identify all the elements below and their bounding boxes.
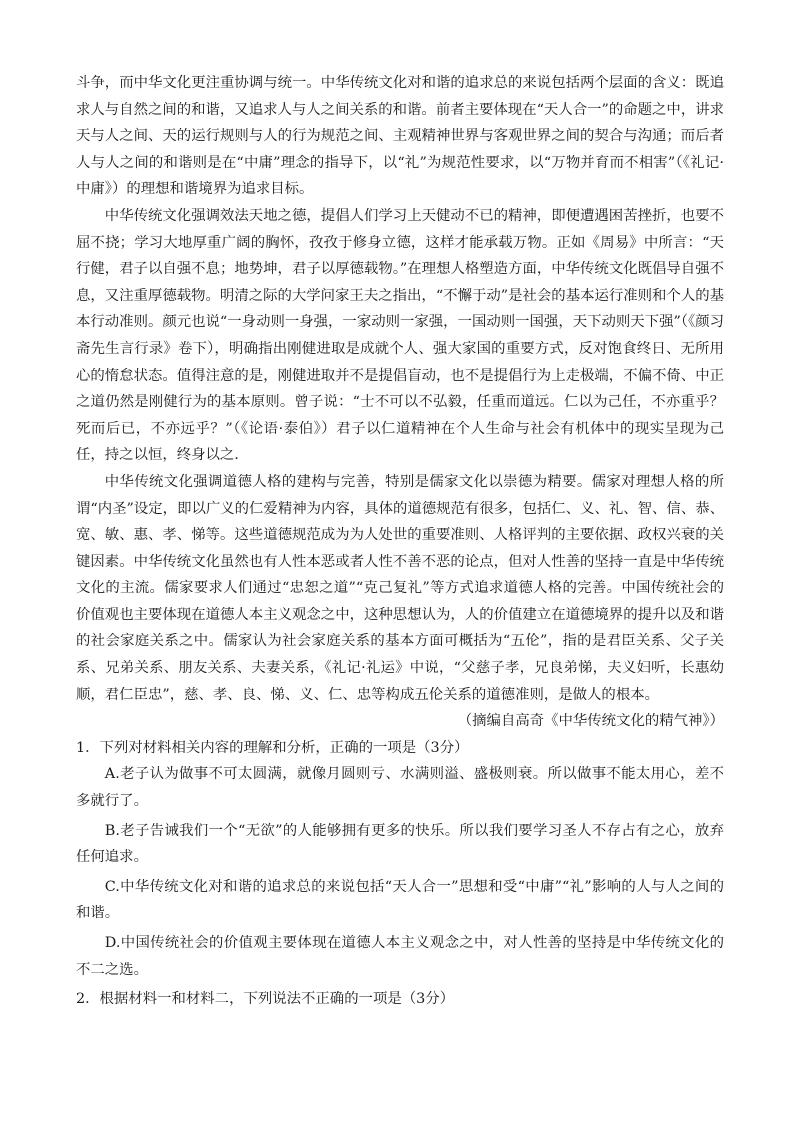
question-1-option-c: C.中华传统文化对和谐的追求总的来说包括“天人合一”思想和受“中庸”“礼”影响的人与人之间的和谐。 (76, 878, 724, 922)
passage-paragraph-1: 斗争，而中华文化更注重协调与统一。中华传统文化对和谐的追求总的来说包括两个层面的含义：既追求人与自然之间的和谐，又追求人与人之间关系的和谐。前者主要体现在“天人合一”的命题之中，讲求天与人之间、天的运行规则与人的行为规范之间、主观精神世界与客观世界之间的契合与沟通；而后者人与人之间的和谐则是在“中庸”理念的指导下，以“礼”为规范性要求，以“万物并育而不相害”（《礼记·中庸》）的理想和谐境界为追求目标。 (76, 75, 724, 198)
question-1-option-a: A.老子认为做事不可太圆满，就像月圆则亏、水满则溢、盛极则衰。所以做事不能太用心，差不多就行了。 (76, 766, 724, 810)
document-page (76, 70, 724, 1013)
question-2 (76, 986, 724, 1013)
passage-paragraph-3: 中华传统文化强调道德人格的建构与完善，特别是儒家文化以崇德为精要。儒家对理想人格的所谓“内圣”设定，即以广义的仁爱精神为内容，具体的道德规范有很多，包括仁、义、礼、智、信、恭、宽、敏、惠、孝、悌等。这些道德规范成为为人处世的重要准则、人格评判的主要依据、政权兴衰的关键因素。中华传统文化虽然也有人性本恶或者人性不善不恶的论点，但对人性善的坚持一直是中华传统文化的主流。儒家要求人们通过“忠恕之道”“克己复礼”等方式追求道德人格的完善。中国传统社会的价值观也主要体现在道德人本主义观念之中，这种思想认为，人的价值建立在道德境界的提升以及和谐的社会家庭关系之中。儒家认为社会家庭关系的基本方面可概括为“五伦”，指的是君臣关系、父子关系、兄弟关系、朋友关系、夫妻关系，《礼记·礼运》中说，“父慈子孝，兄良弟悌，夫义妇听，长惠幼顺，君仁臣忠”，慈、孝、良、悌、义、仁、忠等构成五伦关系的道德准则，是做人的根本。 (76, 473, 724, 703)
passage-paragraph-2: 中华传统文化强调效法天地之德，提倡人们学习上天健动不已的精神，即便遭遇困苦挫折，也要不屈不挠；学习大地厚重广阔的胸怀，孜孜于修身立德，这样才能承载万物。正如《周易》中所言：“天行健，君子以自强不息；地势坤，君子以厚德载物。”在理想人格塑造方面，中华传统文化既倡导自强不息，又注重厚德载物。明清之际的大学问家王夫之指出，“不懈于动”是社会的基本运行准则和个人的基本行动准则。颜元也说“一身动则一身强，一家动则一家强，一国动则一国强，天下动则天下强”（《颜习斋先生言行录》卷下），明确指出刚健进取是成就个人、强大家国的重要方式，反对饱食终日、无所用心的惰怠状态。值得注意的是，刚健进取并不是提倡盲动，也不是提倡行为上走极端，不偏不倚、中正之道仍然是刚健行为的基本原则。曾子说：“士不可以不弘毅，任重而道远。仁以为己任，不亦重乎？死而后已，不亦远乎？”（《论语·泰伯》）君子以仁道精神在个人生命与社会有机体中的现实呈现为己任，持之以恒，终身以之. (76, 207, 724, 464)
source-citation: （摘编自高奇《中华传统文化的精气神》） (457, 713, 724, 730)
question-1-stem: 1．下列对材料相关内容的理解和分析，正确的一项是（3分） (76, 739, 469, 756)
question-1 (76, 735, 724, 983)
question-2-stem: 2．根据材料一和材料二，下列说法不正确的一项是（3分） (76, 991, 455, 1008)
question-1-option-b: B.老子告诫我们一个“无欲”的人能够拥有更多的快乐。所以我们要学习圣人不存占有之心，放弃任何追求。 (76, 822, 724, 866)
question-1-option-d: D.中国传统社会的价值观主要体现在道德人本主义观念之中，对人性善的坚持是中华传统文化的不二之选。 (76, 935, 724, 978)
